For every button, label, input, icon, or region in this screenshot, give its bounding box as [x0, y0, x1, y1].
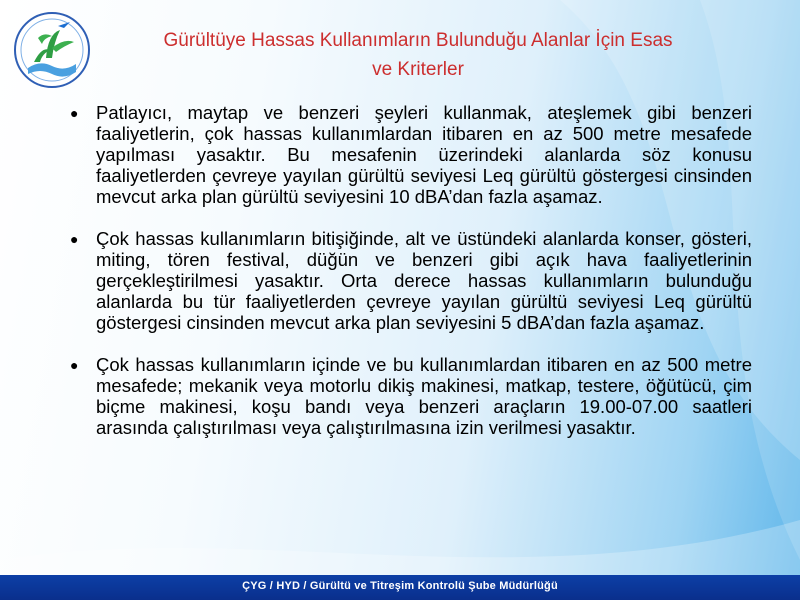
bullet-text: Çok hassas kullanımların bitişiğinde, alt ve üstündeki alanlarda konser, gösteri, miting, tören festival, düğün ve benzeri gibi açık hava faaliyetlerinin gerçekleştirilmesi yasaktır. Orta derece hassas kullanımların bulunduğu alanlarda bu tür faaliyetlerden çevreye yayılan gürültü seviyesi Leq gürültü göstergesi cinsinden mevcut arka plan seviyesini 5 dBA’dan fazla aşamaz. [96, 228, 752, 333]
bullet-list [70, 102, 752, 459]
slide-title [108, 26, 728, 84]
title-line-1: Gürültüye Hassas Kullanımların Bulunduğu Alanlar İçin Esas [163, 30, 673, 51]
ministry-logo-icon [12, 10, 92, 90]
list-item [70, 102, 752, 207]
bullet-icon: ● [70, 357, 79, 373]
bullet-icon: ● [70, 105, 79, 121]
footer-text: ÇYG / HYD / Gürültü ve Titreşim Kontrolü Şube Müdürlüğü [242, 580, 558, 592]
title-line-2: ve Kriterler [372, 59, 464, 80]
list-item [70, 228, 752, 333]
slide-header [0, 0, 800, 92]
bullet-icon: ● [70, 231, 79, 247]
bullet-text: Çok hassas kullanımların içinde ve bu kullanımlardan itibaren en az 500 metre mesafede; mekanik veya motorlu dikiş makinesi, matkap, testere, öğütücü, çim biçme makinesi, koşu bandı veya benzeri araçların 19.00-07.00 saatleri arasında çalıştırılması veya çalıştırılmasına izin verilmesi yasaktır. [96, 354, 752, 438]
footer-bar [0, 575, 800, 600]
bullet-text: Patlayıcı, maytap ve benzeri şeyleri kullanmak, ateşlemek gibi benzeri faaliyetlerin, çok hassas kullanımlardan itibaren en az 500 metre mesafede yapılması yasaktır. Bu mesafenin üzerindeki alanlarda söz konusu faaliyetlerden çevreye yayılan gürültü seviyesi Leq gürültü göstergesi cinsinden mevcut arka plan gürültü seviyesini 10 dBA’dan fazla aşamaz. [96, 102, 752, 207]
list-item [70, 354, 752, 438]
